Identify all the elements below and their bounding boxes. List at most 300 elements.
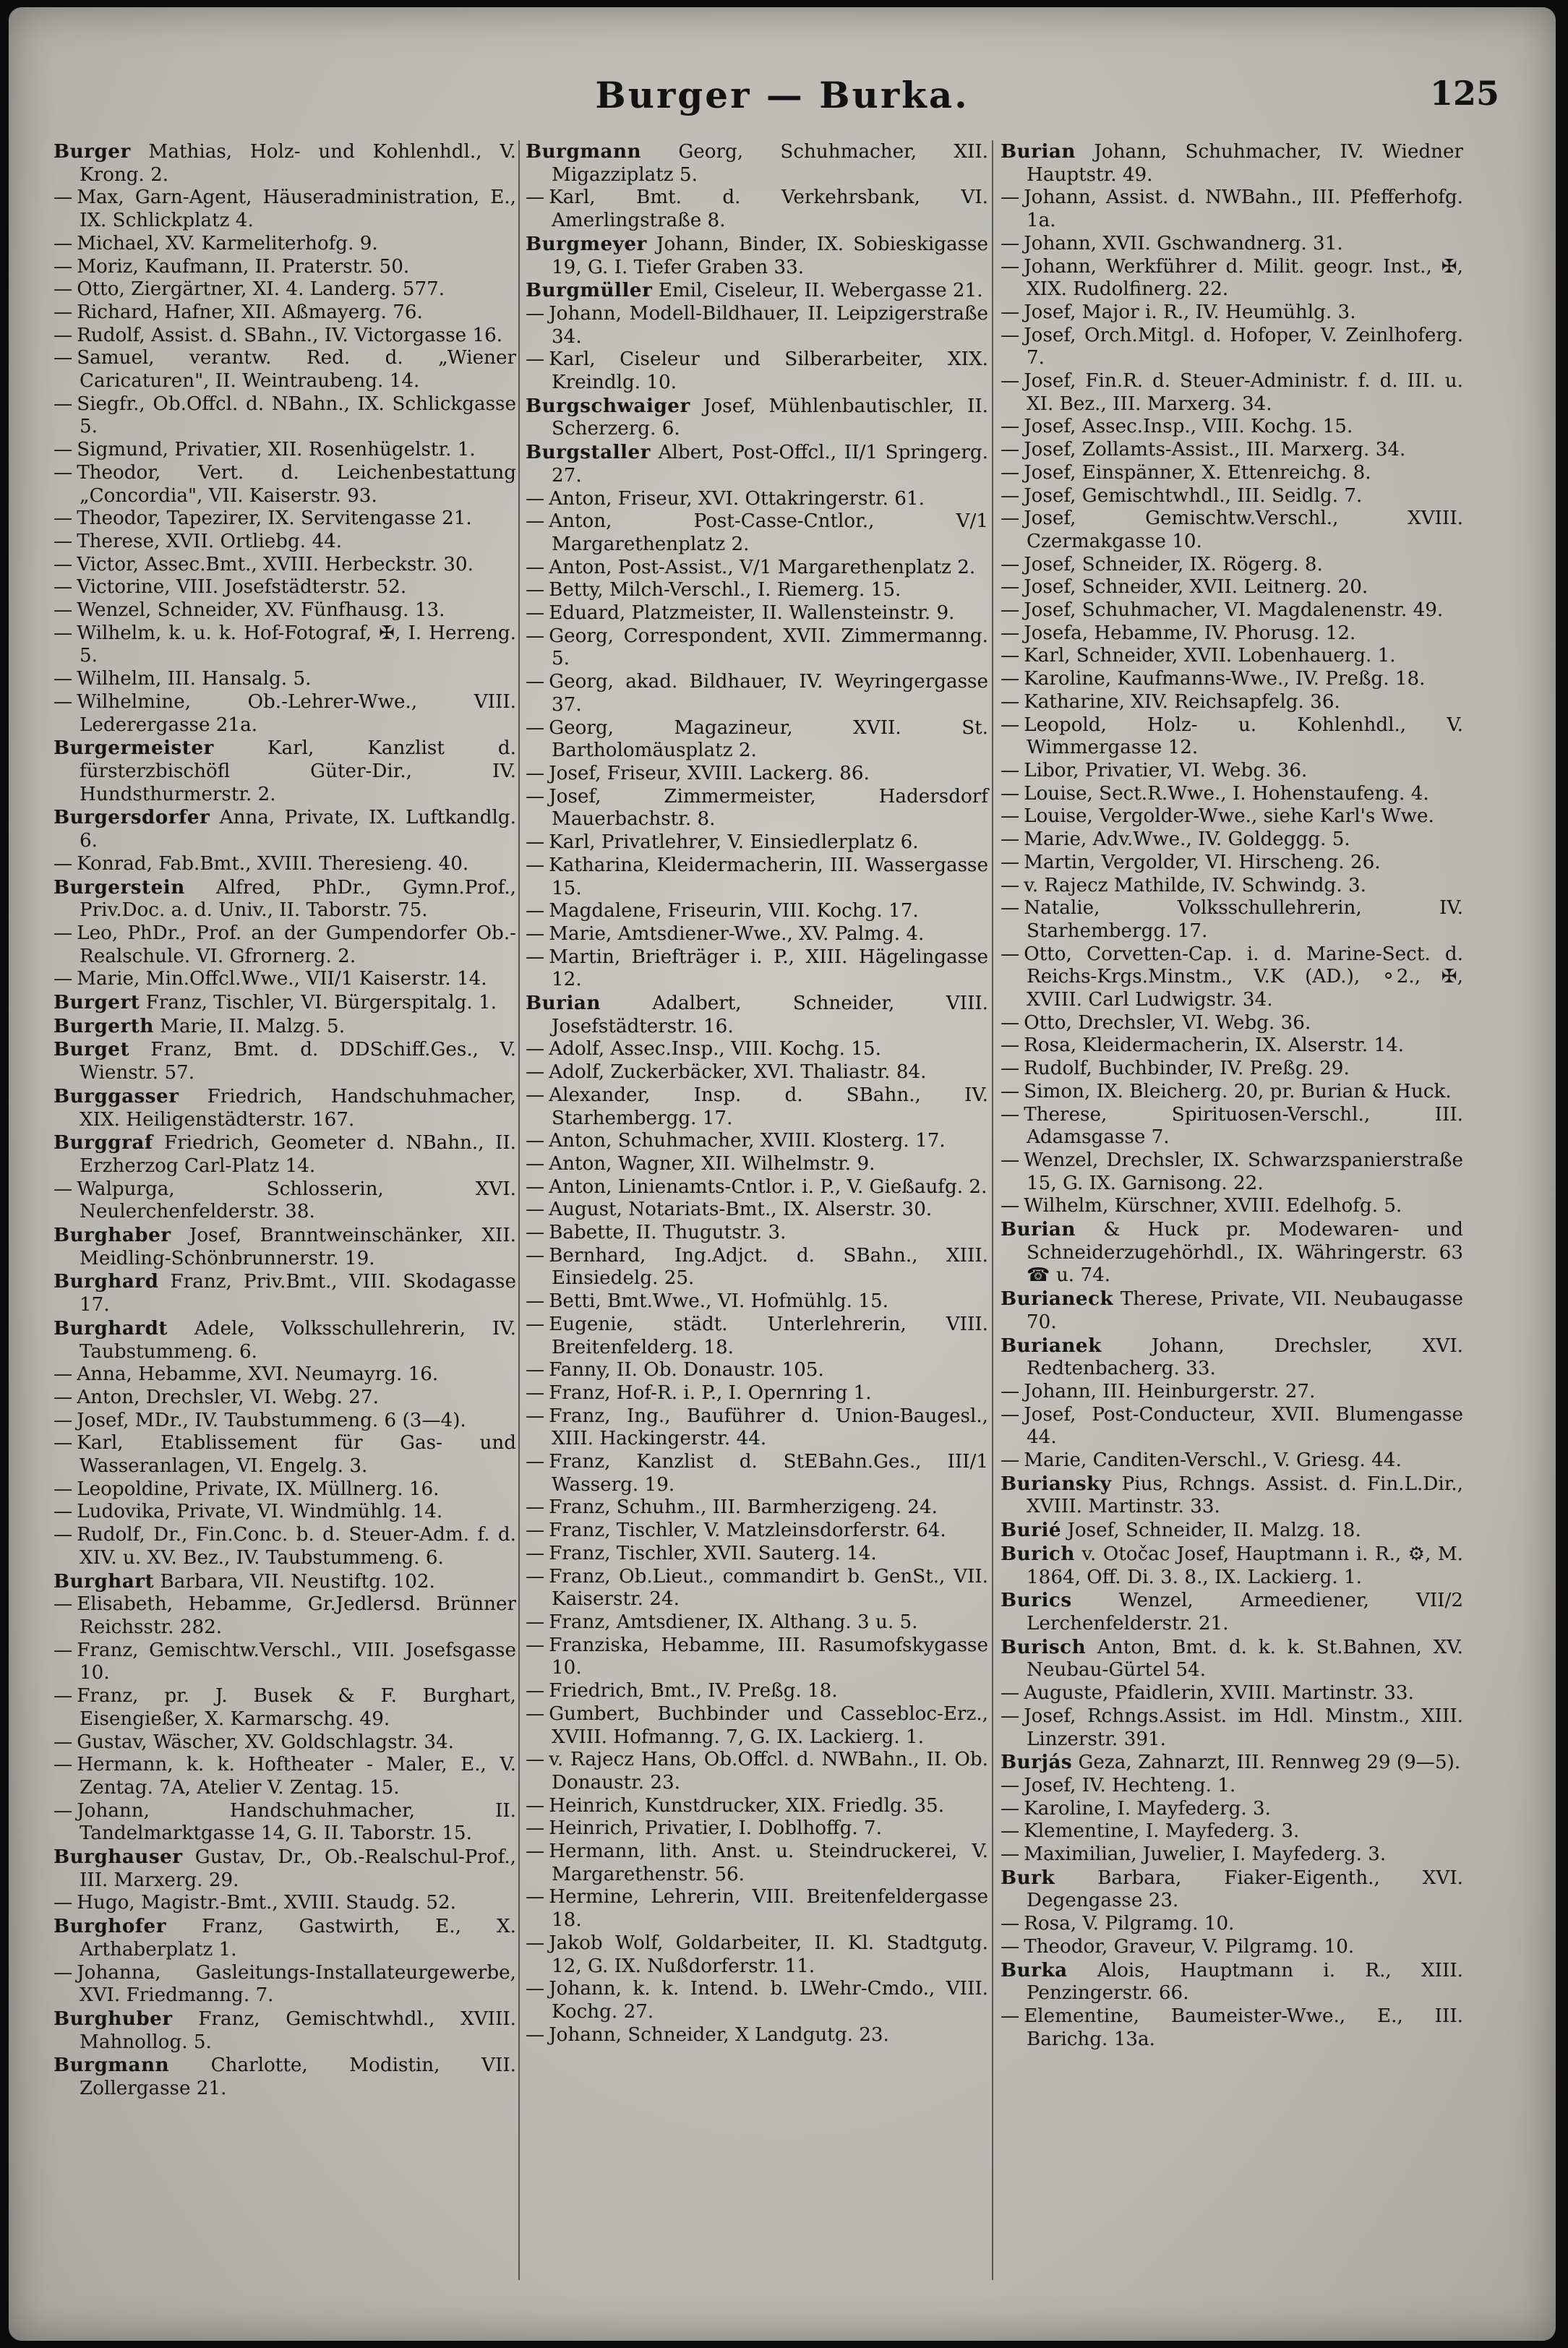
directory-entry: [1001, 645, 1463, 668]
directory-entry: [53, 1915, 516, 1961]
directory-entry: [53, 1892, 516, 1915]
directory-entry: [1001, 805, 1463, 828]
directory-entry: [526, 1611, 988, 1634]
entry-text: Alois, Hauptmann i. R., XIII. Penzingerstr. 66.: [1027, 1959, 1463, 2005]
directory-entry: [53, 462, 516, 507]
entry-text: Franziska, Hebamme, III. Rasumofskygasse 10.: [549, 1634, 988, 1679]
entry-text: Josef, Rchngs.Assist. im Hdl. Minstm., XIII. Linzerstr. 391.: [1024, 1705, 1463, 1750]
entry-text: Betti, Bmt.Wwe., VI. Hofmühlg. 15.: [549, 1290, 888, 1313]
entry-dash: —: [53, 922, 73, 944]
directory-entry: [1001, 691, 1463, 714]
entry-dash: —: [526, 1313, 545, 1335]
entry-text: Anna, Hebamme, XVI. Neumayrg. 16.: [77, 1363, 439, 1386]
directory-entry: [526, 1290, 988, 1314]
directory-entry: [526, 1084, 988, 1130]
directory-entry: [526, 900, 988, 923]
entry-dash: —: [1001, 622, 1020, 644]
entry-dash: —: [526, 1794, 545, 1817]
column-3: [1001, 140, 1463, 2051]
entry-text: Betty, Milch-Verschl., I. Riemerg. 15.: [549, 579, 901, 601]
entry-text: Martin, Briefträger i. P., XIII. Hägelingasse 12.: [549, 946, 988, 991]
entry-surname: Burggasser: [53, 1084, 179, 1107]
directory-entry: [53, 187, 516, 232]
entry-surname: Burianek: [1001, 1334, 1102, 1357]
entry-dash: —: [526, 1817, 545, 1840]
entry-dash: —: [1001, 782, 1020, 805]
entry-surname: Burget: [53, 1038, 130, 1061]
entry-dash: —: [526, 625, 545, 647]
entry-text: Josef, Zimmermeister, Hadersdorf Mauerbachstr. 8.: [549, 785, 988, 831]
entry-dash: —: [1001, 1058, 1020, 1080]
column-divider: [992, 140, 993, 2280]
entry-text: Johanna, Gasleitungs-Installateurgewerbe, XVI. Friedmanng. 7.: [77, 1961, 516, 2007]
entry-dash: —: [53, 1409, 73, 1431]
entry-text: Gustav, Dr., Ob.-Realschul-Prof., III. Marxerg. 29.: [80, 1846, 516, 1891]
entry-dash: —: [53, 1685, 73, 1708]
entry-dash: —: [526, 1611, 545, 1633]
entry-text: Johann, Assist. d. NWBahn., III. Pfefferhofg. 1a.: [1024, 187, 1463, 232]
entry-text: Hermine, Lehrerin, VIII. Breitenfeldergasse 18.: [549, 1886, 988, 1932]
directory-entry: [53, 806, 516, 852]
directory-entry: [1001, 1012, 1463, 1035]
entry-text: Franz, Priv.Bmt., VIII. Skodagasse 17.: [80, 1271, 516, 1316]
entry-dash: —: [526, 1841, 545, 1863]
directory-entry: [526, 671, 988, 716]
entry-dash: —: [526, 1152, 545, 1175]
entry-surname: Buriansky: [1001, 1472, 1112, 1495]
entry-text: Jakob Wolf, Goldarbeiter, II. Kl. Stadtgutg. 12, G. IX. Nußdorferstr. 11.: [549, 1932, 988, 1977]
entry-text: Franz, Kanzlist d. StEBahn.Ges., III/1 Wasserg. 19.: [549, 1451, 988, 1496]
entry-text: Franz, Bmt. d. DDSchiff.Ges., V. Wienstr. 57.: [80, 1039, 516, 1084]
directory-entry: [53, 1593, 516, 1639]
entry-dash: —: [526, 1038, 545, 1061]
directory-entry: [1001, 1034, 1463, 1058]
entry-dash: —: [53, 1731, 73, 1753]
entry-text: Josef, Assec.Insp., VIII. Kochg. 15.: [1024, 416, 1353, 438]
directory-entry: [1001, 1058, 1463, 1081]
entry-text: Karl, Etablissement für Gas- und Wasseranlagen, VI. Engelg. 3.: [77, 1432, 516, 1478]
directory-entry: [526, 1932, 988, 1978]
entry-text: Eugenie, städt. Unterlehrerin, VIII. Breitenfelderg. 18.: [549, 1313, 988, 1358]
entry-text: Marie, Amtsdiener-Wwe., XV. Palmg. 4.: [549, 922, 925, 945]
directory-entry: [526, 1382, 988, 1405]
entry-dash: —: [53, 576, 73, 599]
directory-entry: [526, 1680, 988, 1703]
entry-dash: —: [53, 852, 73, 875]
entry-dash: —: [526, 1680, 545, 1702]
entry-dash: —: [526, 1222, 545, 1244]
entry-text: Alfred, PhDr., Gymn.Prof., Priv.Doc. a. d. Univ., II. Taborstr. 75.: [80, 876, 516, 922]
directory-entry: [526, 1795, 988, 1818]
directory-entry: [526, 854, 988, 900]
entry-text: Anton, Bmt. d. k. k. St.Bahnen, XV. Neubau-Gürtel 54.: [1027, 1636, 1463, 1681]
entry-surname: Burich: [1001, 1542, 1075, 1565]
directory-entry: [1001, 622, 1463, 646]
entry-text: Otto, Ziergärtner, XI. 4. Landerg. 577.: [77, 278, 445, 301]
directory-entry: [53, 876, 516, 922]
entry-dash: —: [526, 716, 545, 739]
entry-dash: —: [526, 1290, 545, 1313]
entry-text: Karoline, I. Mayfederg. 3.: [1024, 1797, 1271, 1820]
entry-dash: —: [526, 602, 545, 625]
entry-dash: —: [1001, 714, 1020, 736]
entry-text: Josef, Einspänner, X. Ettenreichg. 8.: [1024, 461, 1371, 484]
directory-entry: [53, 1270, 516, 1316]
directory-entry: [53, 968, 516, 991]
entry-text: Adalbert, Schneider, VIII. Josefstädterstr. 16.: [552, 993, 988, 1037]
directory-entry: [526, 488, 988, 511]
directory-entry: [1001, 416, 1463, 439]
entry-text: Maximilian, Juwelier, I. Mayfederg. 3.: [1024, 1843, 1387, 1866]
entry-dash: —: [53, 278, 73, 301]
entry-dash: —: [53, 1386, 73, 1408]
directory-entry: [1001, 1218, 1463, 1287]
entry-dash: —: [526, 1244, 545, 1267]
entry-text: Barbara, VII. Neustiftg. 102.: [154, 1570, 435, 1593]
entry-surname: Burghauser: [53, 1846, 183, 1869]
directory-entry: [1001, 485, 1463, 508]
directory-entry: [53, 507, 516, 531]
entry-surname: Burggraf: [53, 1131, 153, 1154]
entry-text: Friedrich, Handschuhmacher, XIX. Heiligenstädterstr. 167.: [80, 1085, 516, 1131]
directory-entry: [526, 946, 988, 992]
directory-entry: [53, 853, 516, 876]
entry-text: Johann, Schneider, X Landgutg. 23.: [549, 2023, 889, 2046]
entry-text: Michael, XV. Karmeliterhofg. 9.: [77, 232, 378, 254]
entry-surname: Burger: [53, 140, 131, 163]
directory-entry: [526, 1566, 988, 1611]
entry-dash: —: [526, 1405, 545, 1427]
entry-dash: —: [526, 1702, 545, 1725]
entry-dash: —: [526, 1978, 545, 2000]
entry-text: Otto, Drechsler, VI. Webg. 36.: [1024, 1011, 1311, 1034]
entry-text: Marie, Canditen-Verschl., V. Griesg. 44.: [1024, 1449, 1402, 1472]
entry-text: Josef, Fin.R. d. Steuer-Administr. f. d. III. u. XI. Bez., III. Marxerg. 34.: [1024, 370, 1463, 415]
entry-dash: —: [53, 324, 73, 346]
entry-text: Elementine, Baumeister-Wwe., E., III. Barichg. 13a.: [1024, 2005, 1463, 2050]
entry-text: Hermann, k. k. Hoftheater - Maler, E., V. Zentag. 7A, Atelier V. Zentag. 15.: [77, 1754, 516, 1799]
directory-entry: [53, 599, 516, 622]
directory-entry: [53, 233, 516, 256]
entry-text: Josef, Mühlenbautischler, II. Scherzerg. 6.: [552, 395, 988, 440]
entry-text: Franz, Schuhm., III. Barmherzigeng. 24.: [549, 1496, 938, 1519]
directory-entry: [1001, 1867, 1463, 1913]
entry-dash: —: [1001, 1403, 1020, 1426]
entry-dash: —: [526, 785, 545, 807]
entry-dash: —: [1001, 1682, 1020, 1705]
page-title: Burger — Burka.: [595, 74, 969, 116]
directory-entry: [526, 140, 988, 187]
entry-dash: —: [526, 1130, 545, 1152]
directory-entry: [526, 1061, 988, 1084]
entry-text: Anton, Linienamts-Cntlor. i. P., V. Gießaufg. 2.: [549, 1175, 988, 1198]
entry-surname: Burian: [526, 992, 601, 1015]
directory-entry: [526, 348, 988, 394]
directory-entry: [53, 2008, 516, 2054]
entry-surname: Burgmüller: [526, 279, 653, 302]
entry-text: Franz, Hof-R. i. P., I. Opernring 1.: [549, 1381, 872, 1404]
entry-dash: —: [526, 1932, 545, 1954]
directory-entry: [526, 1703, 988, 1749]
entry-dash: —: [1001, 1149, 1020, 1171]
directory-entry: [53, 1754, 516, 1799]
entry-dash: —: [53, 1593, 73, 1616]
entry-text: Therese, Private, VII. Neubaugasse 70.: [1027, 1288, 1463, 1333]
entry-dash: —: [526, 900, 545, 922]
directory-entry: [1001, 507, 1463, 553]
entry-surname: Burghart: [53, 1569, 155, 1593]
page-number: 125: [1429, 74, 1499, 113]
entry-dash: —: [53, 530, 73, 552]
entry-dash: —: [1001, 553, 1020, 575]
entry-dash: —: [53, 461, 73, 484]
entry-dash: —: [53, 255, 73, 278]
directory-entry: [526, 923, 988, 946]
entry-text: Rudolf, Assist. d. SBahn., IV. Victorgasse 16.: [77, 324, 503, 346]
entry-surname: Burgersdorfer: [53, 806, 210, 829]
directory-entry: [526, 1245, 988, 1290]
entry-dash: —: [53, 393, 73, 415]
entry-surname: Burgmeyer: [526, 232, 647, 255]
directory-entry: [526, 992, 988, 1038]
directory-entry: [53, 991, 516, 1015]
directory-page: [9, 7, 1556, 2341]
entry-surname: Burgmann: [53, 2054, 170, 2077]
directory-entry: [1001, 140, 1463, 187]
entry-dash: —: [526, 556, 545, 578]
entry-text: Pius, Rchngs. Assist. d. Fin.L.Dir., XVIII. Martinstr. 33.: [1027, 1473, 1463, 1518]
directory-entry: [526, 1749, 988, 1794]
entry-text: Klementine, I. Mayfederg. 3.: [1024, 1820, 1300, 1843]
directory-entry: [1001, 1381, 1463, 1404]
entry-text: Josef, MDr., IV. Taubstummeng. 6 (3—4).: [77, 1409, 466, 1431]
directory-entry: [1001, 1149, 1463, 1195]
directory-entry: [1001, 1449, 1463, 1473]
entry-text: Adolf, Zuckerbäcker, XVI. Thaliastr. 84.: [549, 1061, 927, 1084]
directory-entry: [53, 922, 516, 968]
directory-entry: [1001, 462, 1463, 485]
entry-dash: —: [526, 302, 545, 325]
entry-dash: —: [1001, 828, 1020, 851]
entry-surname: Burgschwaiger: [526, 394, 690, 417]
directory-entry: [1001, 439, 1463, 462]
entry-surname: Burghaber: [53, 1224, 171, 1247]
directory-entry: [1001, 1820, 1463, 1843]
entry-text: Adele, Volksschullehrerin, IV. Taubstummeng. 6.: [80, 1317, 516, 1363]
directory-entry: [53, 1731, 516, 1754]
directory-entry: [526, 1359, 988, 1382]
directory-entry: [53, 1224, 516, 1270]
entry-dash: —: [526, 854, 545, 876]
directory-entry: [526, 441, 988, 487]
entry-text: Marie, Adv.Wwe., IV. Goldeggg. 5.: [1024, 828, 1350, 851]
entry-text: Leopold, Holz- u. Kohlenhdl., V. Wimmergasse 12.: [1024, 714, 1463, 759]
directory-entry: [53, 576, 516, 599]
entry-text: Alexander, Insp. d. SBahn., IV. Starhembergg. 17.: [549, 1084, 988, 1129]
directory-entry: [526, 1841, 988, 1886]
directory-entry: [526, 1520, 988, 1543]
directory-entry: [53, 1800, 516, 1846]
entry-text: Johann, Werkführer d. Milit. geogr. Inst., ✠, XIX. Rudolfinerg. 22.: [1024, 255, 1463, 301]
directory-entry: [526, 625, 988, 671]
entry-dash: —: [1001, 851, 1020, 873]
directory-entry: [526, 395, 988, 441]
entry-dash: —: [526, 487, 545, 510]
directory-entry: [526, 602, 988, 625]
entry-text: Georg, akad. Bildhauer, IV. Weyringergasse 37.: [549, 671, 988, 716]
entry-text: Georg, Schuhmacher, XII. Migazziplatz 5.: [552, 141, 988, 186]
entry-text: Louise, Sect.R.Wwe., I. Hohenstaufeng. 4.: [1024, 782, 1429, 805]
directory-entry: [526, 187, 988, 232]
entry-text: Karl, Privatlehrer, V. Einsiedlerplatz 6.: [549, 831, 919, 854]
entry-dash: —: [1001, 668, 1020, 690]
directory-entry: [1001, 1798, 1463, 1821]
entry-text: Gustav, Wäscher, XV. Goldschlagstr. 34.: [77, 1731, 454, 1753]
directory-entry: [1001, 1705, 1463, 1751]
directory-entry: [1001, 1775, 1463, 1798]
entry-dash: —: [1001, 1797, 1020, 1820]
entry-text: Adolf, Assec.Insp., VIII. Kochg. 15.: [549, 1038, 881, 1061]
column-1: [53, 140, 516, 2101]
entry-text: Rudolf, Dr., Fin.Conc. b. d. Steuer-Adm. f. d. XIV. u. XV. Bez., IV. Taubstummeng. 6.: [77, 1524, 516, 1569]
entry-text: Franz, Tischler, XVII. Sauterg. 14.: [549, 1542, 877, 1564]
directory-entry: [1001, 1081, 1463, 1104]
directory-entry: [53, 1685, 516, 1731]
entry-dash: —: [1001, 1913, 1020, 1935]
directory-entry: [1001, 1589, 1463, 1635]
entry-text: Babette, II. Thugutstr. 3.: [549, 1222, 787, 1244]
entry-text: Anton, Post-Assist., V/1 Margarethenplatz 2.: [549, 556, 976, 578]
entry-text: Johann, k. k. Intend. b. LWehr-Cmdo., VIII. Kochg. 27.: [549, 1978, 988, 2023]
entry-dash: —: [1001, 1011, 1020, 1034]
entry-text: v. Rajecz Hans, Ob.Offcl. d. NWBahn., II. Ob. Donaustr. 23.: [549, 1749, 988, 1794]
entry-text: Emil, Ciseleur, II. Webergasse 21.: [652, 280, 983, 302]
entry-text: Louise, Vergolder-Wwe., siehe Karl's Wwe.: [1024, 805, 1434, 828]
entry-dash: —: [526, 1565, 545, 1588]
entry-text: Karl, Ciseleur und Silberarbeiter, XIX. Kreindlg. 10.: [549, 348, 988, 394]
entry-text: Josef, Orch.Mitgl. d. Hofoper, V. Zeinlhoferg. 7.: [1024, 324, 1463, 369]
entry-dash: —: [53, 347, 73, 369]
entry-text: Martin, Vergolder, VI. Hirscheng. 26.: [1024, 851, 1381, 873]
directory-entry: [526, 1405, 988, 1451]
directory-entry: [1001, 1751, 1463, 1775]
entry-dash: —: [53, 1799, 73, 1822]
entry-text: Franz, Gemischtw.Verschl., VIII. Josefsgasse 10.: [77, 1639, 516, 1684]
entry-text: Franz, Amtsdiener, IX. Althang. 3 u. 5.: [549, 1611, 918, 1633]
entry-dash: —: [53, 507, 73, 530]
entry-text: Josef, Post-Conducteur, XVII. Blumengasse 44.: [1024, 1403, 1463, 1449]
entry-text: Johann, XVII. Gschwandnerg. 31.: [1024, 232, 1343, 254]
entry-dash: —: [1001, 416, 1020, 438]
entry-text: Elisabeth, Hebamme, Gr.Jedlersd. Brünner Reichsstr. 282.: [77, 1593, 516, 1638]
entry-text: Magdalene, Friseurin, VIII. Kochg. 17.: [549, 900, 919, 922]
entry-surname: Burgerth: [53, 1014, 154, 1037]
directory-entry: [526, 233, 988, 279]
directory-entry: [53, 737, 516, 806]
entry-dash: —: [1001, 461, 1020, 484]
directory-entry: [1001, 301, 1463, 325]
directory-entry: [53, 1131, 516, 1178]
entry-dash: —: [526, 510, 545, 533]
entry-text: Therese, XVII. Ortliebg. 44.: [77, 530, 343, 552]
directory-entry: [1001, 760, 1463, 783]
directory-entry: [53, 1387, 516, 1410]
directory-entry: [53, 1640, 516, 1685]
entry-text: Anna, Private, IX. Luftkandlg. 6.: [80, 807, 516, 852]
entry-dash: —: [1001, 255, 1020, 278]
entry-text: Josef, Schuhmacher, VI. Magdalenenstr. 49.: [1024, 599, 1444, 622]
directory-entry: [53, 140, 516, 187]
entry-text: Josef, Branntweinschänker, XII. Meidling-Schönbrunnerstr. 19.: [80, 1225, 516, 1269]
entry-text: Richard, Hafner, XII. Aßmayerg. 76.: [77, 301, 423, 323]
column-divider: [518, 140, 520, 2280]
entry-text: Bernhard, Ing.Adjct. d. SBahn., XIII. Einsiedelg. 25.: [549, 1244, 988, 1290]
entry-dash: —: [53, 1524, 73, 1546]
directory-entry: [53, 1432, 516, 1478]
directory-entry: [1001, 1334, 1463, 1381]
directory-entry: [53, 531, 516, 554]
entry-surname: Burghofer: [53, 1915, 167, 1938]
entry-text: Wenzel, Schneider, XV. Fünfhausg. 13.: [77, 599, 445, 622]
entry-text: Josef, Major i. R., IV. Heumühlg. 3.: [1024, 301, 1356, 323]
entry-dash: —: [1001, 2005, 1020, 2027]
entry-text: Marie, II. Malzg. 5.: [153, 1015, 346, 1037]
entry-dash: —: [526, 2023, 545, 2046]
entry-dash: —: [526, 579, 545, 601]
entry-dash: —: [53, 1363, 73, 1386]
directory-entry: [1001, 714, 1463, 760]
entry-dash: —: [53, 187, 73, 209]
entry-text: Josef, IV. Hechteng. 1.: [1024, 1774, 1236, 1796]
entry-text: Leo, PhDr., Prof. an der Gumpendorfer Ob.-Realschule. VI. Gfrornerg. 2.: [77, 922, 516, 967]
entry-text: Anton, Drechsler, VI. Webg. 27.: [77, 1386, 379, 1408]
directory-entry: [1001, 1195, 1463, 1218]
directory-entry: [53, 1570, 516, 1594]
entry-text: Ludovika, Private, VI. Windmühlg. 14.: [77, 1501, 443, 1523]
entry-dash: —: [526, 187, 545, 209]
directory-entry: [1001, 897, 1463, 943]
entry-text: Geza, Zahnarzt, III. Rennweg 29 (9—5).: [1072, 1752, 1461, 1774]
entry-dash: —: [1001, 897, 1020, 920]
entry-surname: Burgerstein: [53, 875, 185, 899]
entry-dash: —: [1001, 507, 1020, 530]
entry-text: Moriz, Kaufmann, II. Praterstr. 50.: [77, 255, 410, 278]
directory-entry: [526, 1543, 988, 1566]
entry-text: Josef, Friseur, XVIII. Lackerg. 86.: [549, 762, 870, 784]
entry-dash: —: [1001, 599, 1020, 622]
directory-entry: [1001, 1959, 1463, 2005]
directory-entry: [53, 1846, 516, 1892]
directory-entry: [526, 717, 988, 763]
directory-entry: [526, 1886, 988, 1932]
directory-entry: [53, 1317, 516, 1363]
entry-text: Albert, Post-Offcl., II/1 Springerg. 27.: [552, 442, 988, 487]
entry-text: Franz, Tischler, VI. Bürgerspitalg. 1.: [140, 992, 497, 1014]
entry-surname: Burghardt: [53, 1316, 168, 1340]
entry-text: v. Otočac Josef, Hauptmann i. R., ⚙, M. 1864, Off. Di. 3. 8., IX. Lackierg. 1.: [1027, 1543, 1463, 1588]
entry-dash: —: [1001, 439, 1020, 461]
entry-text: Leopoldine, Private, IX. Müllnerg. 16.: [77, 1478, 440, 1500]
entry-text: Theodor, Tapezirer, IX. Servitengasse 21.: [77, 507, 472, 530]
entry-text: Wenzel, Drechsler, IX. Schwarzspanierstraße 15, G. IX. Garnisong. 22.: [1024, 1149, 1463, 1194]
directory-entry: [526, 1222, 988, 1245]
directory-entry: [53, 668, 516, 691]
entry-dash: —: [1001, 1080, 1020, 1102]
entry-dash: —: [53, 1639, 73, 1661]
entry-dash: —: [526, 348, 545, 371]
entry-text: Theodor, Graveur, V. Pilgramg. 10.: [1024, 1935, 1355, 1958]
entry-dash: —: [1001, 874, 1020, 896]
